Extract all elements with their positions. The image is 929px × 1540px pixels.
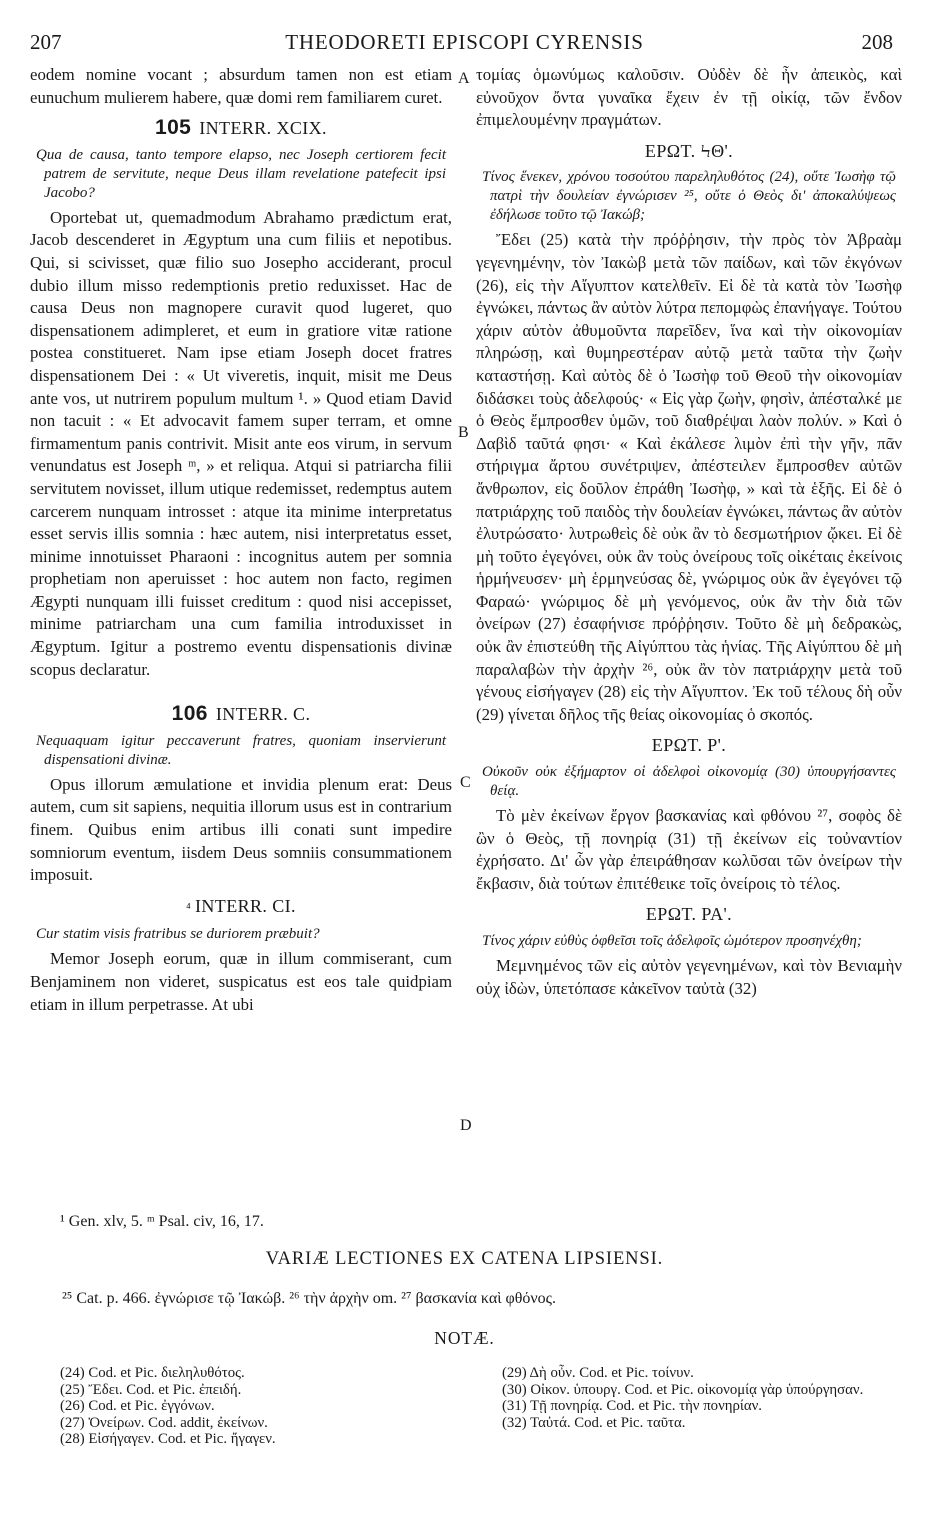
latin-paragraph: eodem nomine vocant ; absurdum tamen non est etiam eunuchum mulierem habere, quæ domi rem familiarem curet. [30, 65, 452, 107]
greek-question: Τίνος ἕνεκεν, χρόνου τοσούτου παρεληλυθότος (24), οὔτε Ἰωσὴφ τῷ πατρὶ τὴν δουλείαν ἐγνώρισεν ²⁵, οὔτε ὁ Θεὸς δι' ἀποκαλύψεως ἐδήλωσε τοῦτο τῷ Ἰακώβ; [482, 169, 896, 224]
note-item: (27) Ὀνείρων. Cod. addit, ἐκείνων. [60, 1414, 268, 1431]
section-heading: ΕΡΩΤ. Ρ'. [651, 735, 727, 756]
latin-paragraph: Opus illorum æmulatione et invidia plenum erat: Deus autem, cum sit sapiens, nequitia illorum usus est in contrarium finem. Quibus enim artibus illi conati sunt impedire somniorum eventum, iisdem Deus somniis consummationem imposuit. [30, 774, 452, 885]
section-label: INTERR. CI. [195, 895, 296, 916]
note-item: (30) Οἰκον. ὑπουργ. Cod. et Pic. οἰκονομίᾳ γὰρ ὑπούργησαν. [502, 1381, 864, 1398]
section-mark: ⁴ [186, 899, 192, 915]
note-item: (25) Ἔδει. Cod. et Pic. ἐπειδή. [60, 1381, 242, 1398]
scripture-footnote: ¹ Gen. xlv, 5. ᵐ Psal. civ, 16, 17. [60, 1213, 264, 1230]
section-heading: ΕΡΩΤ. ΡΑ'. [645, 904, 733, 925]
note-item: (24) Cod. et Pic. διεληλυθότος. [60, 1365, 245, 1381]
page-number-right: 208 [861, 30, 893, 54]
running-title: THEODORETI EPISCOPI CYRENSIS [285, 30, 644, 54]
page-number-left: 207 [30, 30, 62, 54]
greek-question: Οὐκοῦν οὐκ ἐξήμαρτον οἱ ἀδελφοὶ οἰκονομίᾳ (30) ὑπουργήσαντες θείᾳ. [482, 764, 896, 800]
latin-column [30, 64, 452, 1016]
note-item: (29) Δὴ οὖν. Cod. et Pic. τοίνυν. [502, 1365, 694, 1381]
margin-letter-c: C [460, 774, 471, 791]
latin-question: Qua de causa, tanto tempore elapso, nec Joseph certiorem fecit patrem de servitute, neque Deus illam revelatione patefecit ipsi Jacobo? [36, 146, 446, 201]
section-heading: ΕΡΩΤ. ϞΘ'. [644, 140, 734, 161]
note-item: (31) Τῇ πονηρίᾳ. Cod. et Pic. τὴν πονηρίαν. [502, 1398, 763, 1415]
margin-letter-b: B [458, 424, 469, 441]
note-item: (32) Ταὐτά. Cod. et Pic. ταῦτα. [502, 1414, 686, 1431]
notes-right [502, 1365, 902, 1431]
variae-text: ²⁵ Cat. p. 466. ἐγνώρισε τῷ Ἰακώβ. ²⁶ τὴν ἀρχὴν om. ²⁷ βασκανία καὶ φθόνος. [62, 1290, 556, 1307]
notae-heading: NOTÆ. [434, 1328, 495, 1348]
latin-question: Nequaquam igitur peccaverunt fratres, quoniam inservierunt dispensationi divinæ. [36, 732, 446, 768]
section-label: INTERR. C. [215, 704, 311, 725]
variae-heading: VARIÆ LECTIONES EX CATENA LIPSIENSI. [265, 1249, 664, 1269]
margin-letter-a: A [458, 70, 470, 87]
greek-paragraph: Τὸ μὲν ἐκείνων ἔργον βασκανίας καὶ φθόνου ²⁷, σοφὸς δὲ ὢν ὁ Θεὸς, τῇ πονηρίᾳ (31) τῇ ἐκείνων εἰς τοὐναντίον ἐχρήσατο. Δι' ὧν γὰρ ἐπειράθησαν κωλῦσαι τῶν ὀνείρων τὴν ἔκβασιν, διὰ τούτων ἐπιτέθεικε τοῖς ὀνείροις τὸ τέλος. [476, 806, 902, 893]
greek-question: Τίνος χάριν εὐθὺς ὀφθεῖσι τοῖς ἀδελφοῖς ὠμότερον προσηνέχθη; [482, 933, 862, 949]
greek-column [476, 64, 902, 1000]
section-number: 106 [171, 702, 208, 726]
greek-paragraph: Μεμνημένος τῶν εἰς αὐτὸν γεγενημένων, καὶ τὸν Βενιαμὴν οὐχ ἰδὼν, ὑπετόπασε κἀκεῖνον ταὐτὰ (32) [476, 956, 902, 998]
latin-paragraph: Memor Joseph eorum, quæ in illum commiserant, cum Benjaminem non videret, suspicatus est eos tale quidpiam etiam in illum perpetrasse. At ubi [30, 949, 452, 1014]
section-heading [30, 117, 452, 140]
section-label: INTERR. XCIX. [199, 118, 327, 139]
note-item: (26) Cod. et Pic. ἐγγόνων. [60, 1398, 215, 1415]
margin-letter-d: D [460, 1117, 472, 1134]
latin-question: Cur statim visis fratribus se duriorem præbuit? [36, 926, 320, 943]
notes-left [60, 1365, 276, 1448]
section-heading [30, 895, 452, 920]
latin-paragraph: Oportebat ut, quemadmodum Abrahamo prædictum erat, Jacob descenderet in Ægyptum una cum filiis et nepotibus. Qui, si scivisset, quæ filio suo Josepho acciderant, procul dubio illum misso redemptionis pretio reduxisset. Hac de causa Deus non magnopere curavit quod lugeret, quo dispensationem adimpleret, et eum in gratiore vitæ ratione postea constitueret. Nam ipse etiam Joseph docet fratres dispensationem Dei : « Ut viveretis, inquit, misit me Deus ante vos, ut nutrirem populum multum ¹. » Quod etiam David non tacuit : « Et advocavit famem super terram, et omne firmamentum panis contrivit. Misit ante eos virum, in servum venundatus est Joseph ᵐ, » et reliqua. Atqui si patriarcha filii servitutem novisset, illum utique redemisset, redemptus autem carcerem nunquam introsset : atque ita minime interpretatus esset servis illis somnia : hæc autem, nisi interpretatus esset, minime innotuisset Pharaoni : incognitus autem per somnia prophetiam non aperuisset : hoc autem non facto, regimen Ægypti nunquam illi fuisset creditum : quod nisi accepisset, minime patriarcham una cum familia introduxisset in Ægyptum. Igitur a postremo eventu dispensationis divinæ scopus declaratur. [30, 207, 452, 679]
greek-paragraph: τομίας ὁμωνύμως καλοῦσιν. Οὐδὲν δὲ ἦν ἀπεικὸς, καὶ εὐνοῦχον ὄντα γυναῖκα ἔχειν ἐν τῇ οἰκίᾳ, τῶν ἔνδον ἐπιμελουμένην πραγμάτων. [476, 65, 902, 130]
greek-paragraph: Ἔδει (25) κατὰ τὴν πρόῤῥησιν, τὴν πρὸς τὸν Ἀβραὰμ γεγενημένην, τὸν Ἰακὼβ μετὰ τῶν παίδων, καὶ τῶν ἐκγόνων (26), εἰς τὴν Αἴγυπτον κατελθεῖν. Εἰ δὲ τὰ κατὰ τὸν Ἰωσὴφ ἐγνώκει, πάντως ἂν αὐτὸν λύτρα πεπομφὼς ἐπανήγαγε. Τούτου χάριν αὐτὸν ἀθυμοῦντα παρεῖδεν, ἵνα καὶ τὴν οἰκονομίαν πληρώσῃ, καὶ θυμηρεστέραν αὐτῷ μετὰ ταῦτα τὴν ζωὴν καταστήσῃ. Καὶ αὐτὸς δὲ ὁ Ἰωσὴφ τοῦ Θεοῦ τὴν οἰκονομίαν διδάσκει τοὺς ἀδελφούς· « Εἰς γὰρ ζωὴν, φησὶν, ἀπέσταλκέ με ὁ Θεὸς ἔμπροσθεν ὑμῶν, τοῦ διαθρέψαι λαὸν πολύν. » Καὶ ὁ Δαβὶδ ταῦτά φησι· « Καὶ ἐκάλεσε λιμὸν ἐπὶ τὴν γῆν, πᾶν στήριγμα ἄρτου συνέτριψεν, ἀπέστειλεν ἔμπροσθεν αὐτῶν ἄνθρωπον, εἰς δοῦλον ἐπράθη Ἰωσὴφ, » καὶ τὰ ἑξῆς. Εἰ δὲ ὁ πατριάρχης τοῦ παιδὸς τὴν δουλείαν ἐγνώκει, πάντως ἂν αὐτὸν ἐλυτρώσατο· λυτρωθεὶς δὲ οὐκ ἂν τὸ δεσμωτήριον ᾤκει. Εἰ δὲ μὴ τοῦτο ἐγεγόνει, οὐκ ἂν τοὺς ὀνείρους τοῖς οἰκέταις ἐκείνοις ἡρμήνευσεν· μὴ ἑρμηνεύσας δὲ, γνώριμος οὐκ ἂν ἐγεγόνει τῷ Φαραώ· γνώριμος δὲ μὴ γενόμενος, οὐκ ἂν τὴν διὰ τῶν ὀνείρων (27) ἐσαφήνισε πρόῤῥησιν. Τοῦτο δὲ μὴ δεδρακὼς, οὐκ ἂν ἐπιστεύθη τῆς Αἰγύπτου τὰς ἡνίας. Τῆς Αἰγύπτου δὲ μὴ παραλαβὼν τὴν ἀρχὴν ²⁶, οὐκ ἂν τὸν πατριάρχην μετὰ τοῦ γένους εἰσήγαγεν (28) εἰς τὴν Αἴγυπτον. Ἐκ τοῦ τέλους δὴ οὖν (29) γίνεται δῆλος τῆς θείας οἰκονομίας ὁ σκοπός. [476, 230, 902, 724]
section-number: 105 [155, 116, 192, 140]
section-heading [30, 703, 452, 726]
note-item: (28) Εἰσήγαγεν. Cod. et Pic. ἤγαγεν. [60, 1431, 276, 1448]
